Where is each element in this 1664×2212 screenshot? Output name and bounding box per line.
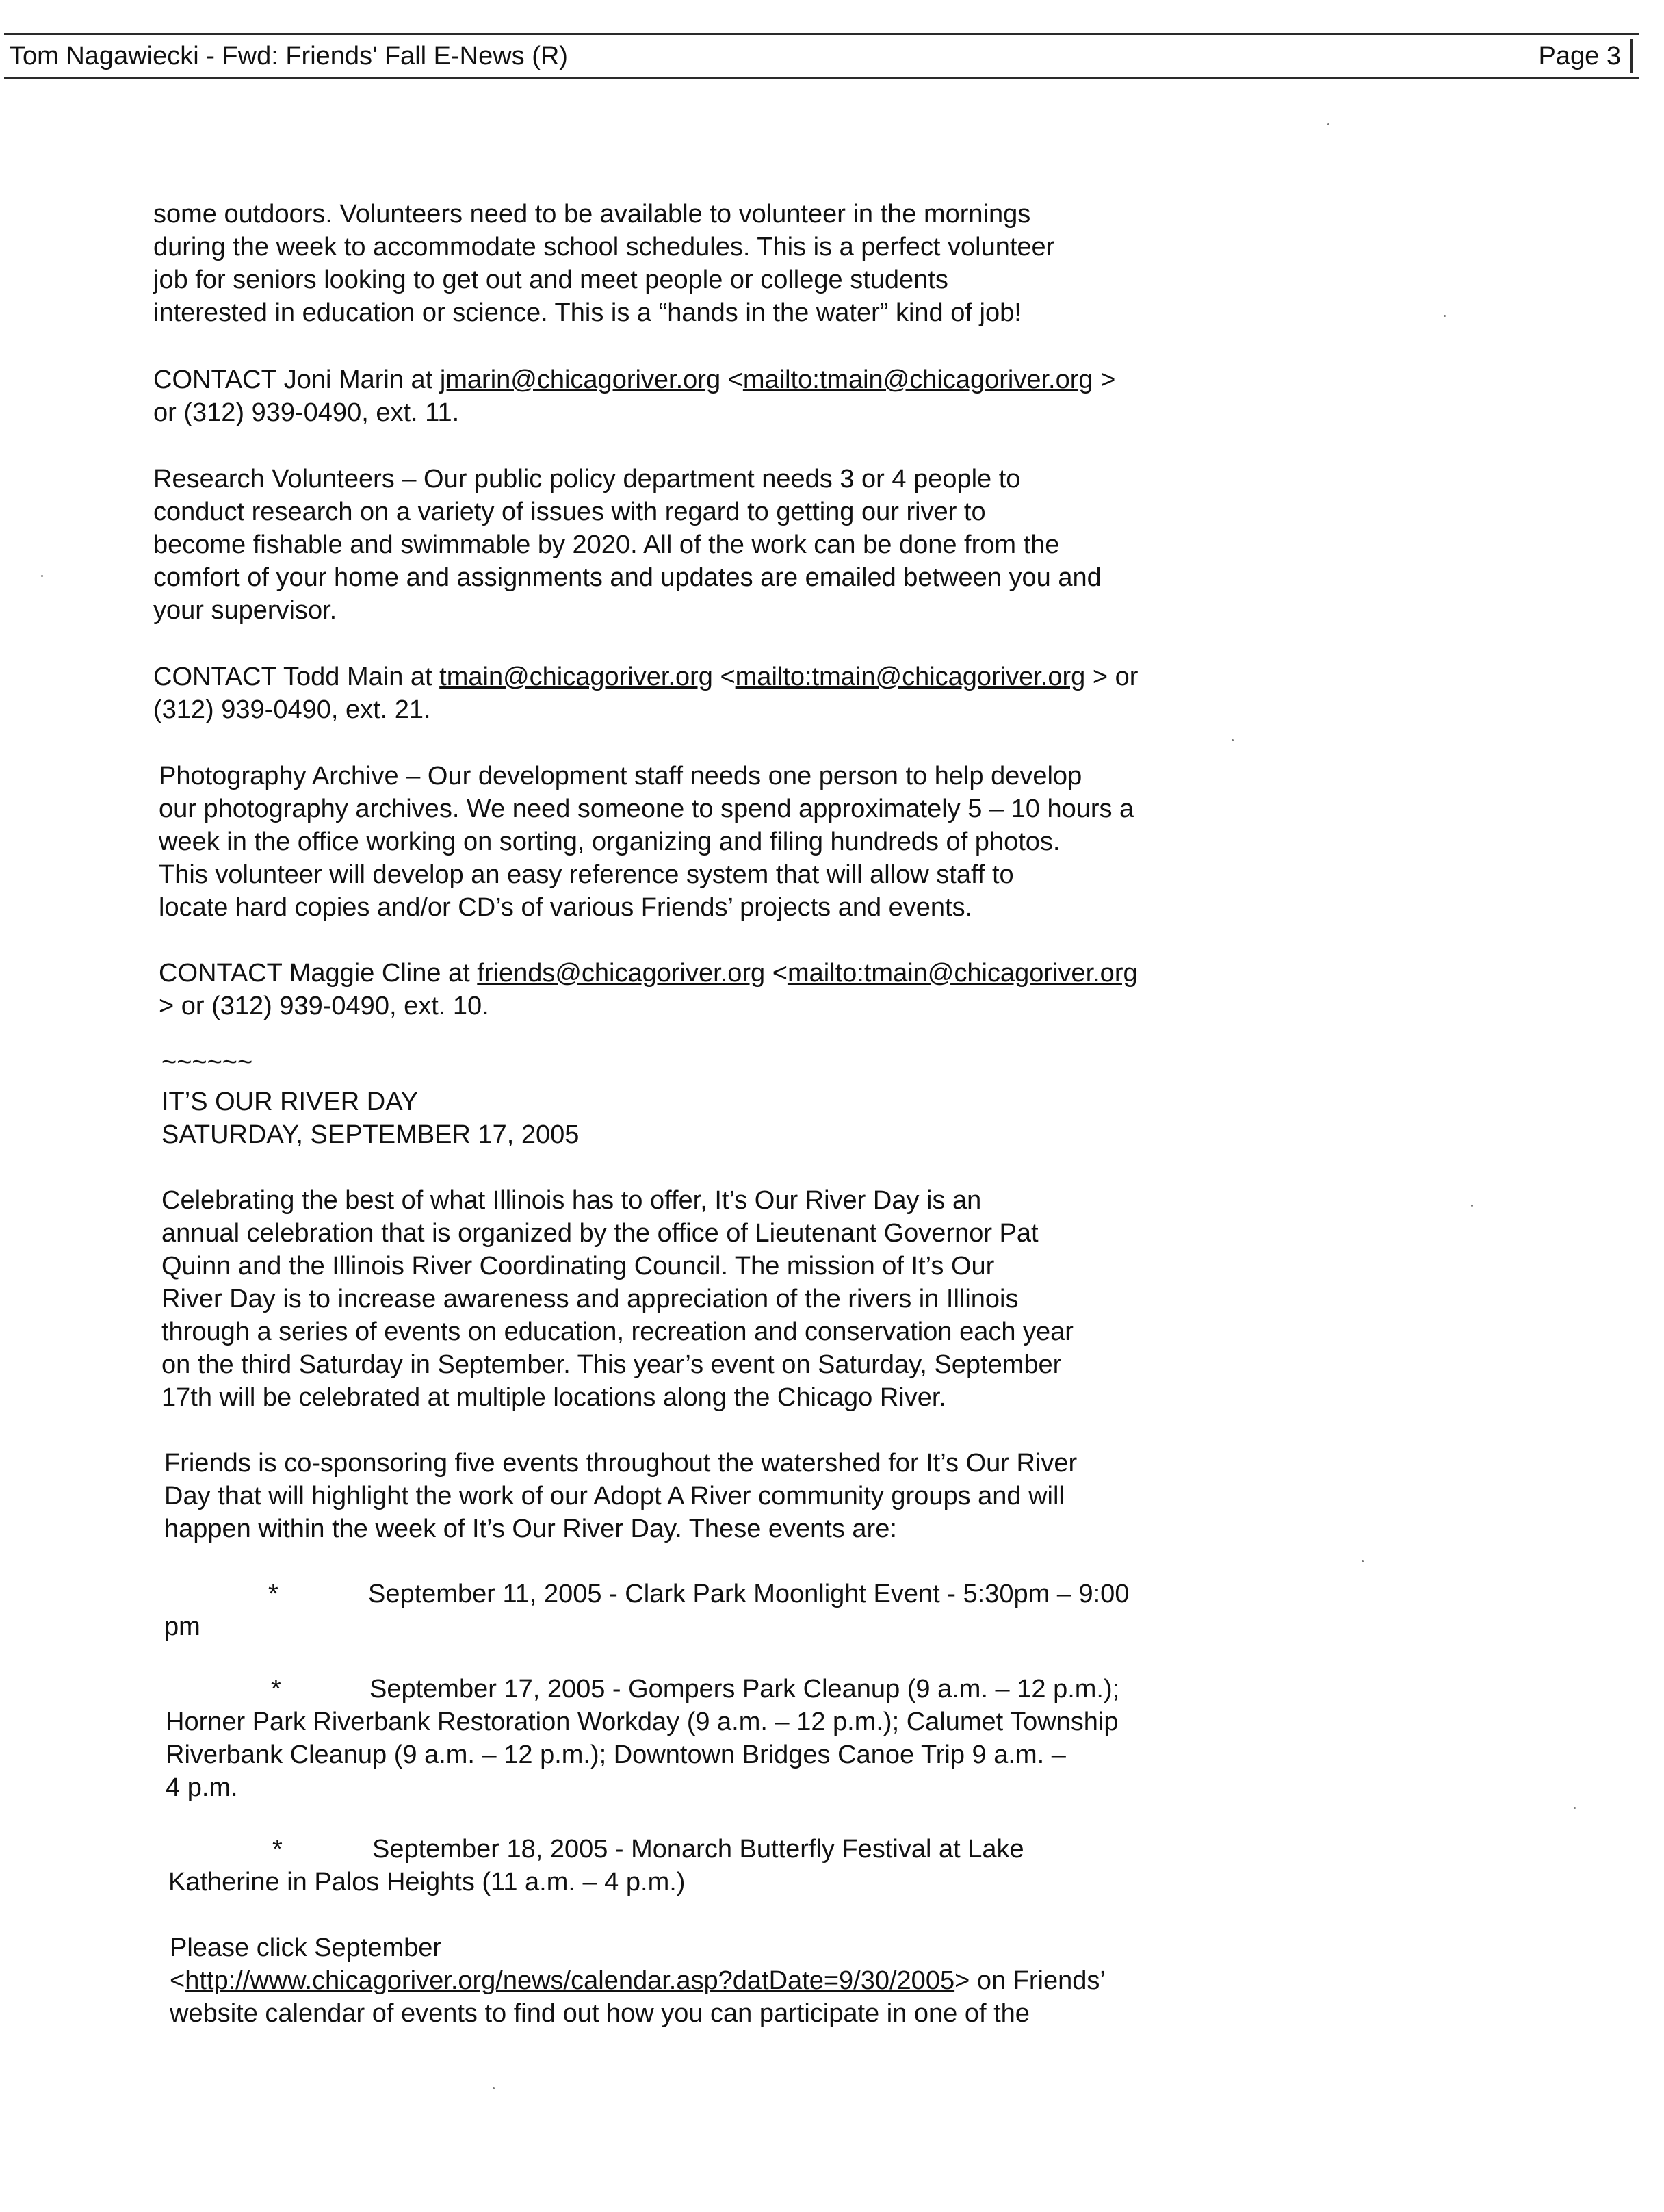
contact-phone: > or (312) 939-0490, ext. 10. (159, 992, 489, 1020)
paragraph-line: Photography Archive – Our development staff needs one person to help develop (159, 762, 1082, 790)
calendar-url-link[interactable]: http://www.chicagoriver.org/news/calendar.asp?datDate=9/30/2005 (185, 1966, 955, 1995)
event-line: September 18, 2005 - Monarch Butterfly Festival at Lake (372, 1835, 1024, 1864)
email-link-friends[interactable]: friends@chicagoriver.org (477, 959, 766, 988)
paragraph-line: 17th will be celebrated at multiple locations along the Chicago River. (161, 1383, 946, 1412)
paragraph-line: job for seniors looking to get out and meet people or college students (153, 266, 948, 294)
scan-speck (1327, 123, 1329, 125)
paragraph-line: Celebrating the best of what Illinois has to offer, It’s Our River Day is an (161, 1186, 982, 1215)
event-line: September 11, 2005 - Clark Park Moonlight Event - 5:30pm – 9:00 (368, 1580, 1130, 1608)
event-line: Horner Park Riverbank Restoration Workday (9 a.m. – 12 p.m.); Calumet Township (166, 1708, 1119, 1736)
paragraph-line: become fishable and swimmable by 2020. All of the work can be done from the (153, 530, 1060, 559)
list-bullet: * (268, 1580, 278, 1608)
bracket-open: < (720, 365, 743, 394)
paragraph-line: week in the office working on sorting, organizing and filing hundreds of photos. (159, 827, 1061, 856)
link-tail: > on Friends’ (954, 1966, 1106, 1995)
paragraph-line: some outdoors. Volunteers need to be available to volunteer in the mornings (153, 200, 1031, 229)
event-date: SATURDAY, SEPTEMBER 17, 2005 (161, 1120, 580, 1149)
paragraph-line: locate hard copies and/or CD’s of various Friends’ projects and events. (159, 893, 973, 922)
header-title: Tom Nagawiecki - Fwd: Friends' Fall E-News (R) (10, 42, 568, 70)
paragraph-line: our photography archives. We need someone to spend approximately 5 – 10 hours a (159, 795, 1134, 823)
paragraph-line: on the third Saturday in September. This year’s event on Saturday, September (161, 1350, 1062, 1379)
event-line: Katherine in Palos Heights (11 a.m. – 4 p.m.) (168, 1868, 686, 1896)
bracket-open: < (170, 1966, 185, 1995)
event-line: September 17, 2005 - Gompers Park Cleanup (9 a.m. – 12 p.m.); (369, 1675, 1120, 1703)
paragraph-line: Please click September (170, 1933, 442, 1962)
bracket-open: < (765, 959, 788, 988)
scan-speck (1444, 315, 1446, 317)
paragraph-line: Day that will highlight the work of our Adopt A River community groups and will (164, 1482, 1065, 1510)
scan-speck (493, 2087, 495, 2089)
paragraph-line: through a series of events on education, recreation and conservation each year (161, 1317, 1074, 1346)
event-title: IT’S OUR RIVER DAY (161, 1088, 419, 1116)
paragraph-line: comfort of your home and assignments and updates are emailed between you and (153, 563, 1102, 592)
scan-speck (1574, 1807, 1576, 1809)
email-link-tmain[interactable]: tmain@chicagoriver.org (439, 663, 713, 691)
list-bullet: * (272, 1835, 283, 1864)
paragraph-line: Research Volunteers – Our public policy department needs 3 or 4 people to (153, 465, 1021, 493)
list-bullet: * (271, 1675, 281, 1703)
contact-joni-line (153, 363, 1115, 396)
contact-maggie-line (159, 957, 1138, 990)
bracket-close: > (1093, 365, 1116, 394)
paragraph-line: conduct research on a variety of issues with regard to getting our river to (153, 498, 986, 526)
paragraph-line: annual celebration that is organized by the office of Lieutenant Governor Pat (161, 1219, 1039, 1248)
contact-prefix: CONTACT Maggie Cline at (159, 959, 478, 988)
event-line: Riverbank Cleanup (9 a.m. – 12 p.m.); Downtown Bridges Canoe Trip 9 a.m. – (166, 1740, 1066, 1769)
scan-speck (1471, 1205, 1473, 1207)
mailto-link[interactable]: mailto:tmain@chicagoriver.org (787, 959, 1138, 988)
scan-speck (1362, 1560, 1364, 1562)
paragraph-line: happen within the week of It’s Our River Day. These events are: (164, 1515, 897, 1543)
contact-prefix: CONTACT Joni Marin at (153, 365, 440, 394)
document-header (4, 33, 1639, 79)
mailto-link[interactable]: mailto:tmain@chicagoriver.org (742, 365, 1093, 394)
paragraph-line: River Day is to increase awareness and appreciation of the rivers in Illinois (161, 1285, 1019, 1313)
section-divider: ~~~~~~ (161, 1048, 253, 1077)
contact-prefix: CONTACT Todd Main at (153, 663, 440, 691)
paragraph-line: This volunteer will develop an easy reference system that will allow staff to (159, 860, 1014, 889)
scan-speck (41, 575, 43, 577)
contact-todd-line (153, 660, 1138, 693)
paragraph-line: Quinn and the Illinois River Coordinating Council. The mission of It’s Our (161, 1252, 995, 1281)
page-number: Page 3 (1529, 39, 1633, 73)
event-line: 4 p.m. (166, 1773, 238, 1802)
paragraph-line: during the week to accommodate school schedules. This is a perfect volunteer (153, 233, 1055, 261)
bracket-close: > or (1085, 663, 1139, 691)
scan-speck (1232, 739, 1234, 741)
calendar-link-line (170, 1964, 1106, 1997)
bracket-open: < (712, 663, 736, 691)
paragraph-line: website calendar of events to find out how you can participate in one of the (170, 1999, 1030, 2028)
event-line: pm (164, 1612, 200, 1641)
paragraph-line: interested in education or science. This is a “hands in the water” kind of job! (153, 298, 1022, 327)
contact-phone: (312) 939-0490, ext. 21. (153, 695, 431, 724)
contact-phone: or (312) 939-0490, ext. 11. (153, 398, 460, 427)
paragraph-line: your supervisor. (153, 596, 337, 625)
paragraph-line: Friends is co-sponsoring five events throughout the watershed for It’s Our River (164, 1449, 1078, 1478)
mailto-link[interactable]: mailto:tmain@chicagoriver.org (735, 663, 1086, 691)
email-link-jmarin[interactable]: jmarin@chicagoriver.org (439, 365, 721, 394)
